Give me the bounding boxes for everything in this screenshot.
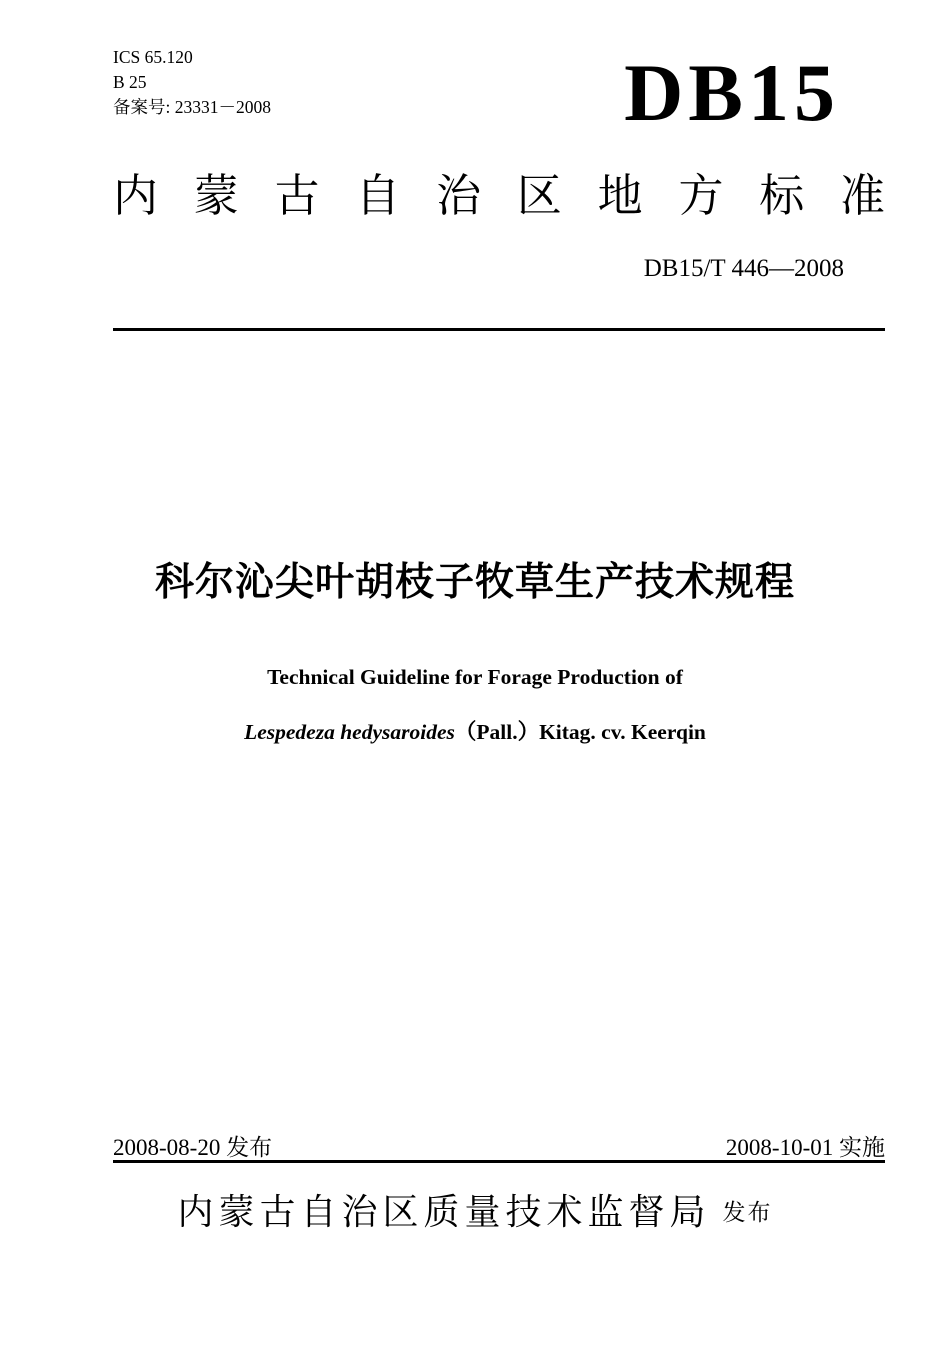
record-number: 备案号: 23331－2008	[113, 97, 271, 117]
standard-number: DB15/T 446—2008	[643, 255, 844, 282]
standard-name-heading: 内 蒙 古 自 治 区 地 方 标 准	[113, 170, 885, 221]
issue-date: 2008-08-20 发布	[113, 1135, 273, 1160]
classification-code: B 25	[113, 72, 147, 92]
document-title-english-line2	[0, 715, 950, 746]
ics-code-block	[113, 45, 271, 120]
document-title-english-line1: Technical Guideline for Forage Production of	[267, 665, 683, 689]
footer-divider-line	[113, 1160, 885, 1163]
species-authority: （Pall.）Kitag. cv. Keerqin	[454, 720, 706, 744]
publisher-name: 内蒙古自治区质量技术监督局	[177, 1191, 711, 1232]
document-title-chinese: 科尔沁尖叶胡枝子牧草生产技术规程	[154, 561, 795, 604]
species-name-italic: Lespedeza hedysaroides	[244, 720, 455, 744]
implement-date: 2008-10-01 实施	[725, 1135, 885, 1160]
publish-label: 发布	[722, 1199, 773, 1225]
date-row	[113, 1129, 885, 1162]
ics-code: ICS 65.120	[113, 47, 193, 67]
publisher-row	[0, 1184, 950, 1235]
db15-logo: DB15	[624, 47, 840, 138]
header-divider-line	[113, 328, 885, 331]
